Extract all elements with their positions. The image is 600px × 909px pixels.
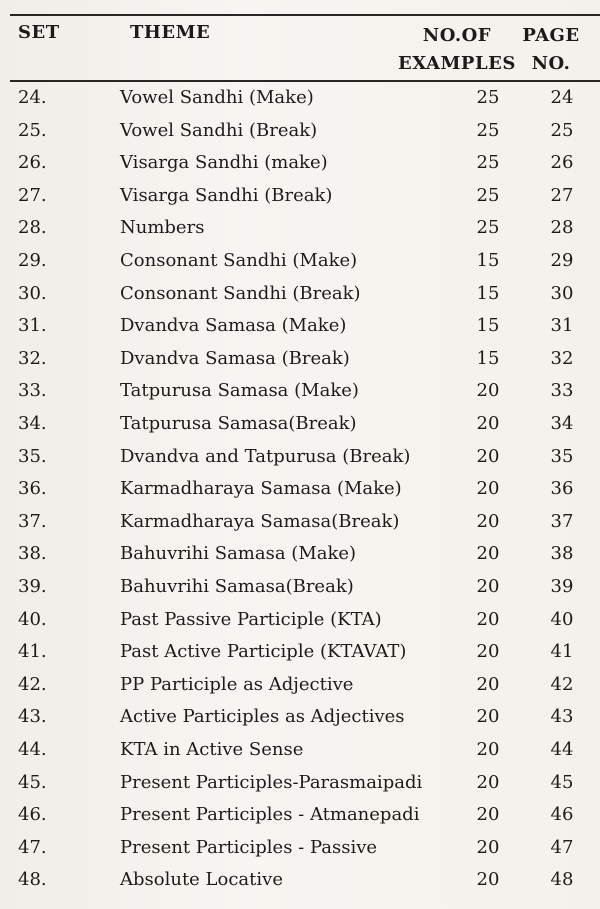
examples-count: 20 (476, 739, 500, 760)
top-rule (10, 14, 600, 16)
set-number: 39. (18, 576, 47, 597)
theme-title: Present Participles-Parasmaipadi (120, 771, 423, 793)
page-number: 27 (550, 184, 574, 206)
examples-count: 20 (476, 576, 500, 597)
set-number: 44. (18, 739, 47, 760)
examples-count: 20 (476, 706, 500, 728)
page-number: 38 (550, 543, 574, 565)
table-row (0, 310, 600, 343)
set-number: 27. (18, 184, 47, 206)
set-number: 31. (18, 315, 47, 337)
table-row (0, 734, 600, 767)
examples-count: 25 (476, 152, 500, 174)
table-row (0, 212, 600, 245)
header-page-line1: PAGE (522, 25, 580, 46)
examples-count: 20 (476, 673, 500, 695)
set-number: 48. (18, 869, 47, 891)
set-number: 45. (18, 771, 47, 793)
examples-count: 15 (476, 315, 500, 337)
header-page (518, 22, 584, 78)
examples-count: 20 (476, 641, 500, 663)
theme-title: Present Participles - Passive (120, 836, 378, 858)
page-number: 47 (550, 836, 574, 858)
examples-count: 20 (476, 478, 500, 500)
theme-title: Absolute Locative (120, 869, 283, 891)
examples-count: 25 (476, 217, 500, 239)
set-number: 42. (18, 673, 47, 695)
theme-title: Visarga Sandhi (Break) (120, 184, 333, 206)
theme-title: Consonant Sandhi (Make) (120, 250, 358, 271)
page-number: 31 (550, 315, 574, 337)
theme-title: Numbers (120, 217, 205, 239)
table-row (0, 441, 600, 474)
examples-count: 20 (476, 608, 500, 630)
theme-title: Present Participles - Atmanepadi (120, 804, 420, 826)
set-number: 29. (18, 250, 47, 271)
examples-count: 20 (476, 413, 500, 434)
set-number: 34. (18, 413, 47, 434)
page-number: 41 (550, 641, 574, 663)
theme-title: Tatpurusa Samasa (Make) (120, 380, 359, 402)
theme-title: Vowel Sandhi (Make) (120, 87, 314, 108)
theme-title: Dvandva and Tatpurusa (Break) (120, 445, 411, 467)
page-number: 40 (550, 608, 574, 630)
set-number: 37. (18, 510, 47, 532)
set-number: 28. (18, 217, 47, 239)
page-number: 24 (550, 87, 574, 108)
table-row (0, 701, 600, 734)
page-number: 39 (550, 576, 574, 597)
table-row (0, 832, 600, 865)
set-number: 36. (18, 478, 47, 500)
page-number: 33 (550, 380, 574, 402)
table-row (0, 799, 600, 832)
examples-count: 20 (476, 771, 500, 793)
table-row (0, 375, 600, 408)
set-number: 47. (18, 836, 47, 858)
set-number: 24. (18, 87, 47, 108)
theme-title: Vowel Sandhi (Break) (120, 119, 318, 141)
table-row (0, 864, 600, 897)
examples-count: 25 (476, 184, 500, 206)
examples-count: 15 (476, 282, 500, 304)
examples-count: 20 (476, 445, 500, 467)
examples-count: 20 (476, 543, 500, 565)
table-row (0, 538, 600, 571)
theme-title: Past Active Participle (KTAVAT) (120, 641, 407, 663)
page-number: 37 (550, 510, 574, 532)
table-row (0, 343, 600, 376)
examples-count: 15 (476, 347, 500, 369)
table-row (0, 473, 600, 506)
page-number: 26 (550, 152, 574, 174)
page-number: 44 (550, 739, 574, 760)
page-number: 42 (550, 673, 574, 695)
theme-title: Bahuvrihi Samasa (Make) (120, 543, 357, 565)
table-row (0, 767, 600, 800)
page-number: 45 (550, 771, 574, 793)
set-number: 25. (18, 119, 47, 141)
examples-count: 20 (476, 380, 500, 402)
examples-count: 20 (476, 804, 500, 826)
page-number: 35 (550, 445, 574, 467)
theme-title: Tatpurusa Samasa(Break) (120, 413, 357, 434)
theme-title: Dvandva Samasa (Break) (120, 347, 350, 369)
theme-title: Consonant Sandhi (Break) (120, 282, 361, 304)
header-theme: THEME (130, 22, 211, 43)
page-number: 46 (550, 804, 574, 826)
examples-count: 20 (476, 510, 500, 532)
table-row (0, 604, 600, 637)
set-number: 30. (18, 282, 47, 304)
table-row (0, 636, 600, 669)
set-number: 26. (18, 152, 47, 174)
header-examples-line2: EXAMPLES (398, 53, 516, 74)
page-number: 36 (550, 478, 574, 500)
page-number: 43 (550, 706, 574, 728)
theme-title: PP Participle as Adjective (120, 673, 354, 695)
theme-title: Past Passive Participle (KTA) (120, 608, 382, 630)
table-row (0, 571, 600, 604)
table-row (0, 245, 600, 278)
set-number: 33. (18, 380, 47, 402)
theme-title: Visarga Sandhi (make) (120, 152, 328, 174)
page-number: 29 (550, 250, 574, 271)
theme-title: Karmadharaya Samasa (Make) (120, 478, 402, 500)
table-row (0, 147, 600, 180)
header-page-line2: NO. (531, 53, 571, 74)
theme-title: Active Participles as Adjectives (120, 706, 405, 728)
table-row (0, 506, 600, 539)
theme-title: KTA in Active Sense (120, 739, 304, 760)
table-row (0, 278, 600, 311)
set-number: 38. (18, 543, 47, 565)
page-number: 48 (550, 869, 574, 891)
header-set: SET (18, 22, 60, 43)
examples-count: 20 (476, 836, 500, 858)
page-number: 30 (550, 282, 574, 304)
table-row (0, 408, 600, 441)
set-number: 41. (18, 641, 47, 663)
theme-title: Karmadharaya Samasa(Break) (120, 510, 400, 532)
set-number: 35. (18, 445, 47, 467)
examples-count: 15 (476, 250, 500, 271)
page-number: 28 (550, 217, 574, 239)
examples-count: 20 (476, 869, 500, 891)
table-row (0, 115, 600, 148)
page-number: 25 (550, 119, 574, 141)
page-number: 32 (550, 347, 574, 369)
header-examples (398, 22, 516, 78)
table-row (0, 669, 600, 702)
theme-title: Dvandva Samasa (Make) (120, 315, 347, 337)
set-number: 46. (18, 804, 47, 826)
set-number: 43. (18, 706, 47, 728)
examples-count: 25 (476, 119, 500, 141)
table-row (0, 82, 600, 115)
header-examples-line1: NO.OF (422, 25, 492, 46)
set-number: 40. (18, 608, 47, 630)
theme-title: Bahuvrihi Samasa(Break) (120, 576, 354, 597)
table-row (0, 180, 600, 213)
examples-count: 25 (476, 87, 500, 108)
page-number: 34 (550, 413, 574, 434)
set-number: 32. (18, 347, 47, 369)
